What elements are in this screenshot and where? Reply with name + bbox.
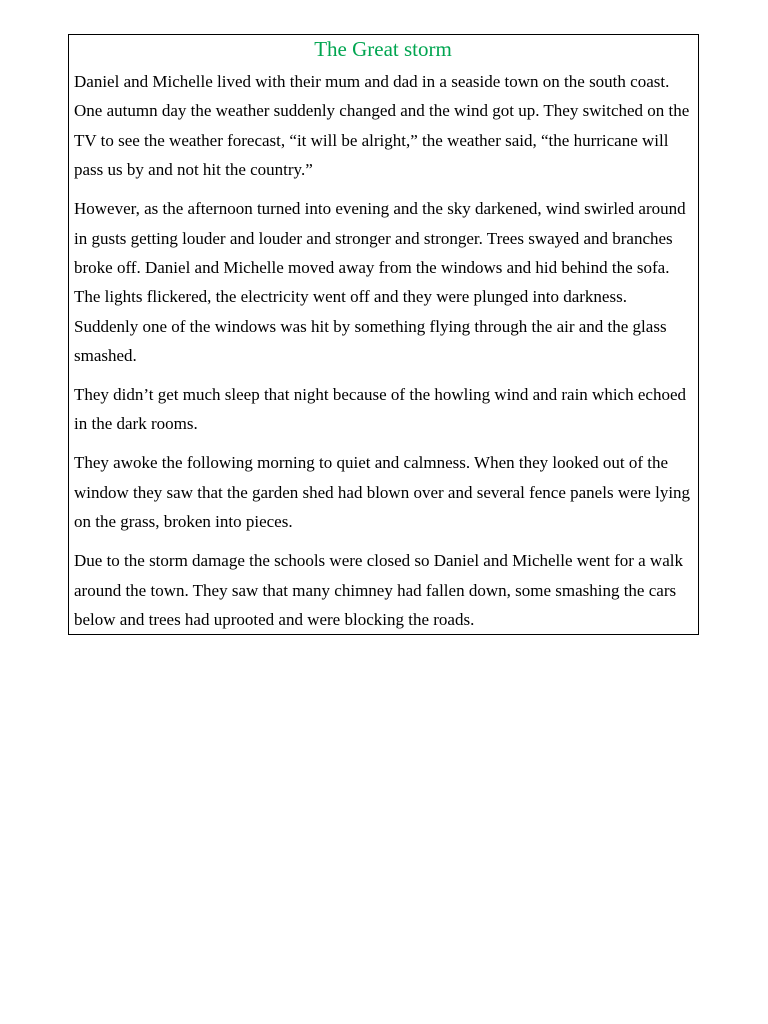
story-paragraph: They didn’t get much sleep that night because of the howling wind and rain which echoed in the dark rooms. (74, 385, 686, 434)
story-text-box (68, 34, 699, 635)
story-title: The Great storm (314, 37, 452, 61)
story-paragraph: They awoke the following morning to quiet and calmness. When they looked out of the window they saw that the garden shed had blown over and several fence panels were lying on the grass, broken into pieces. (74, 453, 691, 532)
story-paragraph: However, as the afternoon turned into evening and the sky darkened, wind swirled around in gusts getting louder and louder and stronger and stronger. Trees swayed and branches broke off. Daniel and Michelle moved away from the windows and hid behind the sofa. The lights flickered, the electricity went off and they were plunged into darkness. Suddenly one of the windows was hit by something flying through the air and the glass smashed. (74, 199, 686, 366)
story-paragraph: Daniel and Michelle lived with their mum and dad in a seaside town on the south coast. One autumn day the weather suddenly changed and the wind got up. They switched on the TV to see the weather forecast, “it will be alright,” the weather said, “the hurricane will pass us by and not hit the country.” (74, 72, 690, 180)
story-paragraph: Due to the storm damage the schools were closed so Daniel and Michelle went for a walk around the town. They saw that many chimney had fallen down, some smashing the cars below and trees had uprooted and were blocking the roads. (74, 551, 683, 629)
